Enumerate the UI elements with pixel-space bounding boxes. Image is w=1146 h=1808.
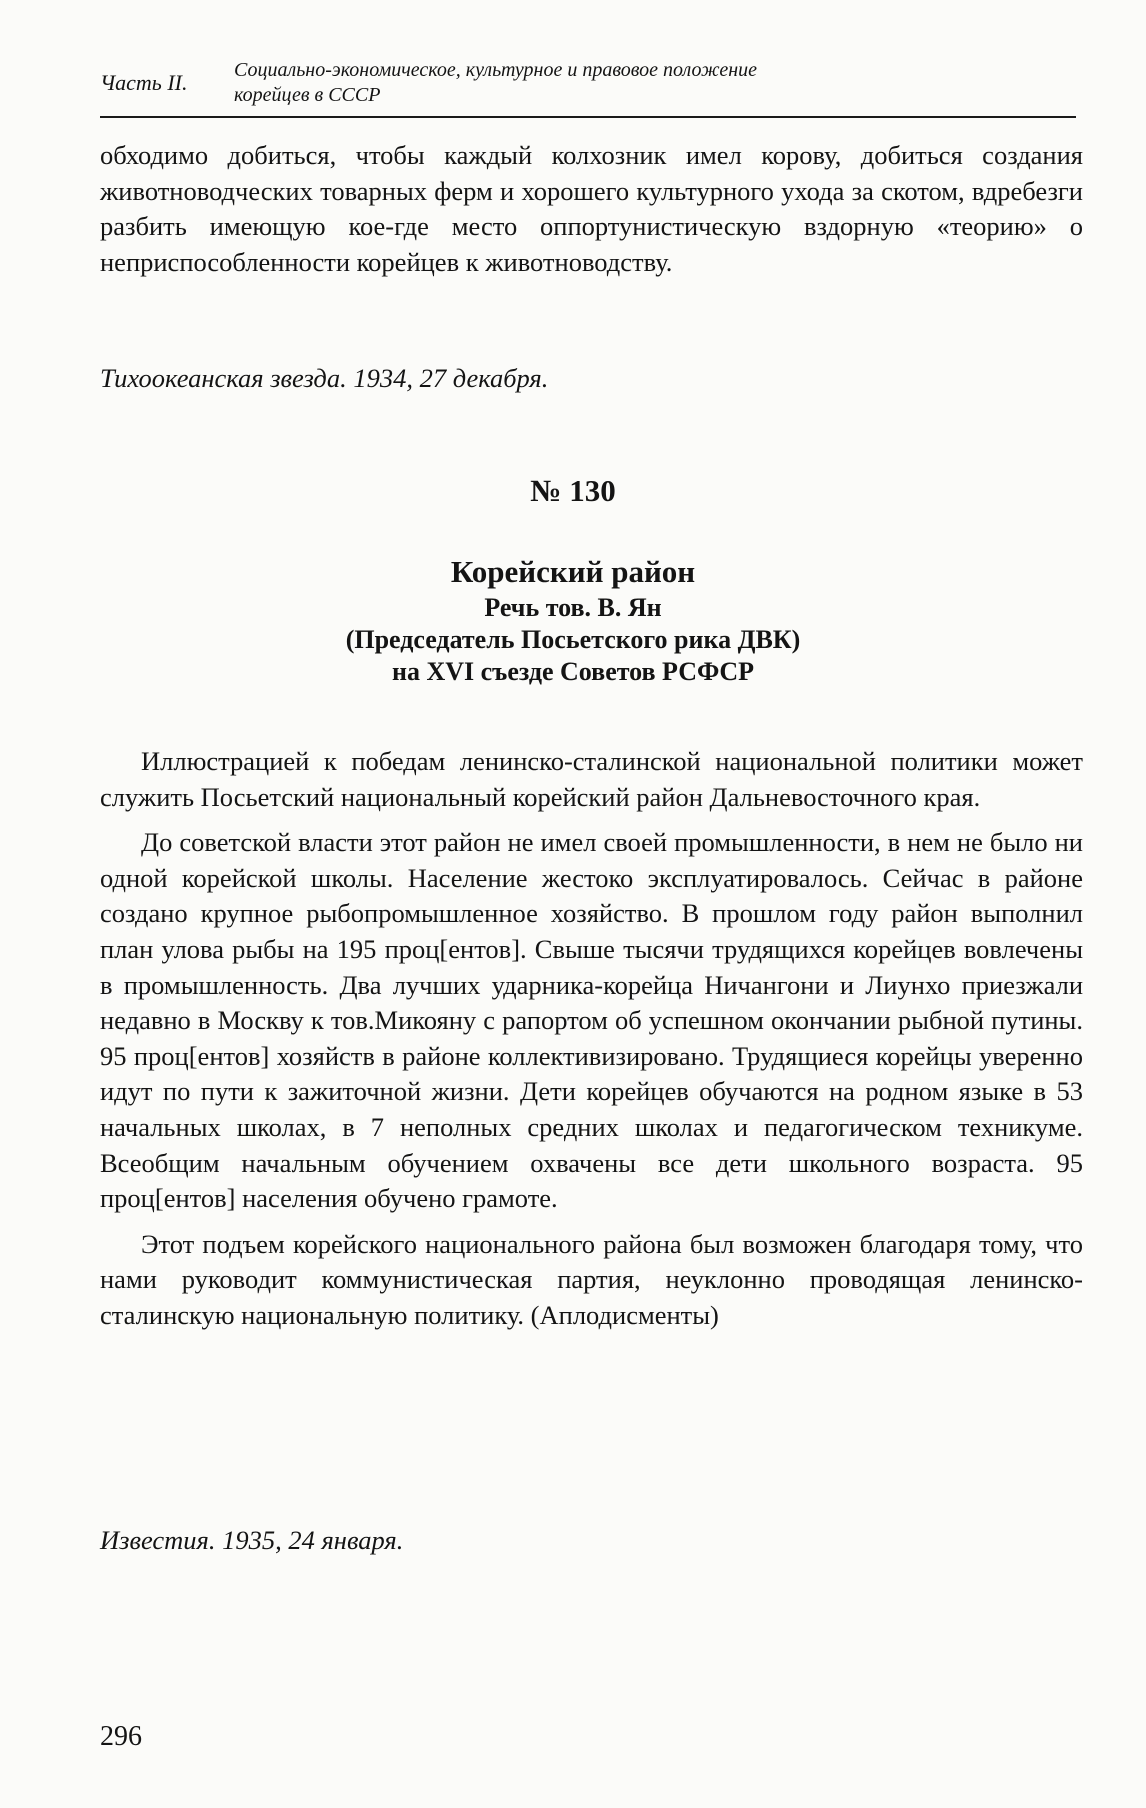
page-number: 296: [100, 1721, 142, 1752]
document-source: Известия. 1935, 24 января.: [100, 1525, 404, 1555]
header-title-line-2: корейцев в СССР: [234, 84, 381, 106]
header-title-line-1: Социально-экономическое, культурное и правовое положение: [234, 59, 758, 81]
body-paragraph: До советской власти этот район не имел своей промышленности, в нем не было ни одной корейской школы. Население жестоко эксплуатировалось. Сейчас в районе создано крупное рыбопромышленное хозяйство. В прошлом году район выполнил план улова рыбы на 195 проц[ентов]. Свыше тысячи трудящихся корейцев вовлечены в промышленность. Два лучших ударника-корейца Ничангони и Лиунхо приезжали недавно в Москву к тов.Микояну с рапортом об успешном окончании рыбной путины. 95 проц[ентов] хозяйств в районе коллективизировано. Трудящиеся корейцы уверенно идут по пути к зажиточной жизни. Дети корейцев обучаются на родном языке в 53 начальных школах, в 7 неполных средних школах и педагогическом техникуме. Всеобщим начальным обучением охвачены все дети школьного возраста. 95 проц[ентов] населения обучено грамоте.: [100, 827, 1083, 1214]
document-heading: [0, 552, 1146, 688]
running-header: [100, 56, 1076, 118]
continuation-paragraph: обходимо добиться, чтобы каждый колхозник имел корову, добиться создания животноводческих товарных ферм и хорошего культурного ухода за скотом, вдребезги разбить имеющую кое-где место оппортунистическую вздорную «теорию» о неприспособленности корейцев к животноводству.: [100, 140, 1083, 277]
document-subtitle-line-1: Речь тов. В. Ян: [484, 593, 662, 622]
body-paragraph: Иллюстрацией к победам ленинско-сталинской национальной политики может служить Посьетский национальный корейский район Дальневосточного края.: [100, 746, 1083, 812]
document-number: № 130: [530, 473, 616, 508]
document-body: [100, 744, 1083, 1334]
continuation-text: [100, 138, 1083, 280]
document-subtitle-line-2: (Председатель Посьетского рика ДВК): [345, 625, 801, 654]
document-title: Корейский район: [450, 554, 696, 589]
continuation-source: Тихоокеанская звезда. 1934, 27 декабря.: [100, 363, 549, 393]
body-paragraph: Этот подъем корейского национального района был возможен благодаря тому, что нами руководит коммунистическая партия, неуклонно проводящая ленинско-сталинскую национальную политику. (Аплодисменты): [100, 1228, 1083, 1330]
header-part-label: Часть II.: [100, 70, 188, 95]
document-subtitle-line-3: на XVI съезде Советов РСФСР: [391, 657, 755, 686]
header-title: [234, 58, 757, 108]
